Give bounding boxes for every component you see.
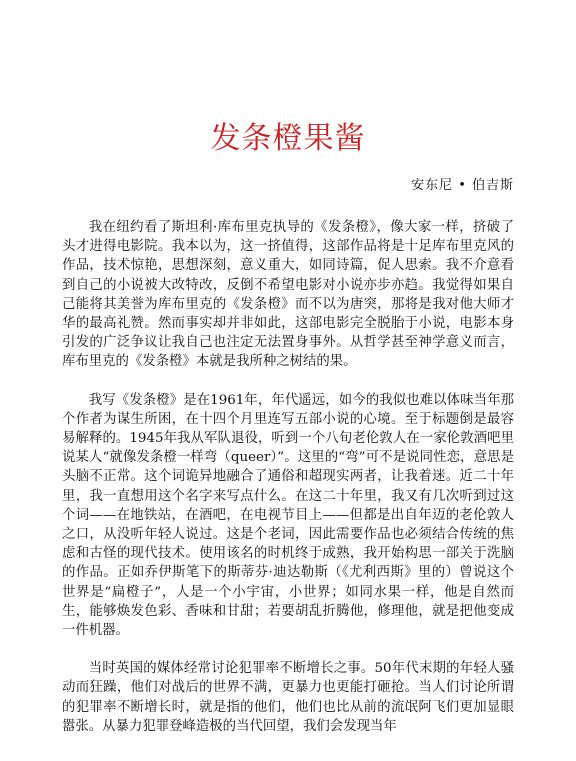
body-text <box>62 218 514 755</box>
paragraph: 我写《发条橙》是在1961年，年代遥远，如今的我似也难以体味当年那个作者为谋生所困，在十四个月里连写五部小说的心境。至于标题倒是最容易解释的。1945年我从军队退役，听到一个八旬老伦敦人在一家伦敦酒吧里说某人“就像发条橙一样弯（queer）”。这里的“弯”可不是说同性恋，意思是头脑不正常。这个词诡异地融合了通俗和超现实两者，让我着迷。近二十年里，我一直想用这个名字来写点什么。在这二十年里，我又有几次听到过这个词——在地铁站，在酒吧，在电视节目上——但都是出自年迈的老伦敦人之口，从没听年轻人说过。这是个老词，因此需要作品也必须结合传统的焦虑和古怪的现代技术。使用该名的时机终于成熟，我开始构思一部关于洗脑的作品。正如乔伊斯笔下的斯蒂芬·迪达勒斯（《尤利西斯》里的）曾说这个世界是“扁橙子”，人是一个小宇宙，小世界；如同水果一样，他是自然而生，能够焕发色彩、香味和甘甜；若要胡乱折腾他，修理他，就是把他变成一件机器。 <box>62 392 514 639</box>
paragraph: 当时英国的媒体经常讨论犯罪率不断增长之事。50年代末期的年轻人骚动而狂躁，他们对战后的世界不满，更暴力也更能打砸抢。当人们讨论所谓的犯罪率不断增长时，就是指的他们，他们也比从前的流氓阿飞们更加显眼嚣张。从暴力犯罪登峰造极的当代回望，我们会发现当年 <box>62 661 514 734</box>
author-byline: 安东尼 • 伯吉斯 <box>411 178 514 193</box>
document-title: 发条橙果酱 <box>210 121 366 156</box>
paragraph: 我在纽约看了斯坦利·库布里克执导的《发条橙》，像大家一样，挤破了头才进得电影院。我本以为，这一挤值得，这部作品将是十足库布里克风的作品，技术惊艳，思想深刻，意义重大，如同诗篇，促人思索。我不介意看到自己的小说被大改特改，反倒不希望电影对小说亦步亦趋。我觉得如果自己能将其美誉为库布里克的《发条橙》而不以为唐突，那将是我对他大师才华的最高礼赞。然而事实却并非如此，这部电影完全脱胎于小说，电影本身引发的广泛争议让我自己也注定无法置身事外。从哲学甚至神学意义而言，库布里克的《发条橙》本就是我所种之树结的果。 <box>62 220 514 370</box>
